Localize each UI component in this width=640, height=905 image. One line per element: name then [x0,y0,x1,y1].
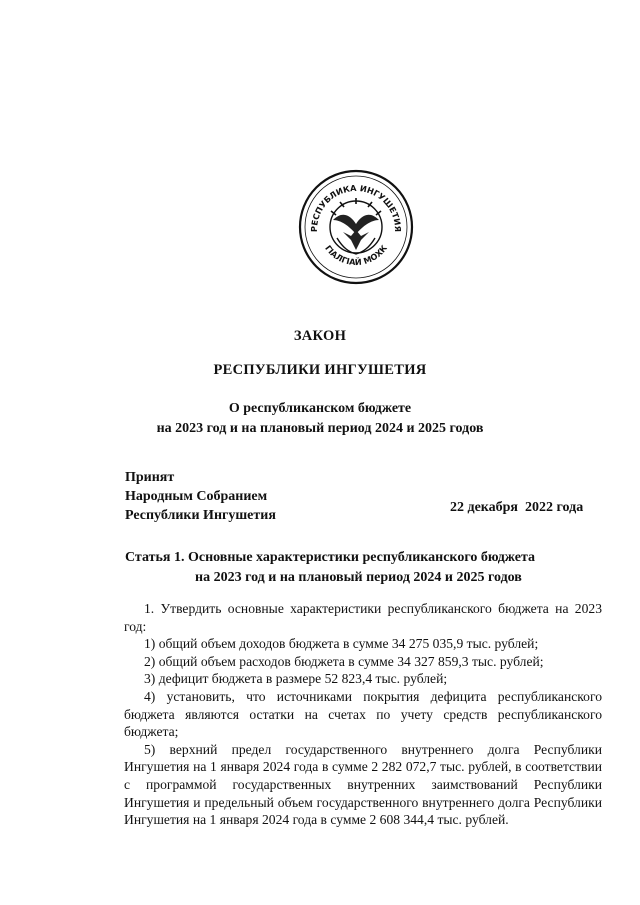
subtitle-line-1: О республиканском бюджете [228,401,412,416]
coat-of-arms-seal [297,168,415,286]
subtitle-line-2: на 2023 год и на плановый период 2024 и 2025 годов [156,421,484,436]
svg-text:ГIАЛГIАЙ МОХК: ГIАЛГIАЙ МОХК [323,243,389,268]
paragraph-4: 3) дефицит бюджета в размере 52 823,4 тыс. рублей; [144,671,448,687]
paragraph-2: 1) общий объем доходов бюджета в сумме 34 275 035,9 тыс. рублей; [144,636,539,652]
paragraph-6: 5) верхний предел государственного внутреннего долга Республики Ингушетия на 1 января 2024 года в сумме 2 282 072,7 тыс. рублей, в соответствии с программой государственных внутренних заимствований Республики Ингушетия и предельный объем государственного внутреннего долга Республики Ингушетия на 1 января 2024 года в сумме 2 608 344,4 тыс. рублей. [124,741,602,828]
adoption-date: 22 декабря 2022 года [450,500,584,515]
article-heading [125,548,535,588]
article-heading-line-1: Статья 1. Основные характеристики республиканского бюджета [125,550,536,565]
document-subtitle [0,399,640,439]
svg-text:РЕСПУБЛИКА ИНГУШЕТИЯ: РЕСПУБЛИКА ИНГУШЕТИЯ [308,182,404,233]
adopted-line-3: Республики Ингушетия [125,508,276,523]
adoption-block [125,468,276,525]
paragraph-5: 4) установить, что источниками покрытия дефицита республиканского бюджета являются остатки на счетах по учету средств республиканского бюджета; [124,688,602,740]
adopted-line-1: Принят [125,470,175,485]
article-heading-line-2: на 2023 год и на плановый период 2024 и 2025 годов [195,570,522,585]
paragraph-3: 2) общий объем расходов бюджета в сумме 34 327 859,3 тыс. рублей; [144,653,544,669]
document-type-title: ЗАКОН [293,328,347,344]
paragraph-1: 1. Утвердить основные характеристики республиканского бюджета на 2023 год: [124,601,602,634]
issuer-title: РЕСПУБЛИКИ ИНГУШЕТИЯ [213,362,427,378]
article-body [124,600,602,829]
adopted-line-2: Народным Собранием [125,489,268,504]
